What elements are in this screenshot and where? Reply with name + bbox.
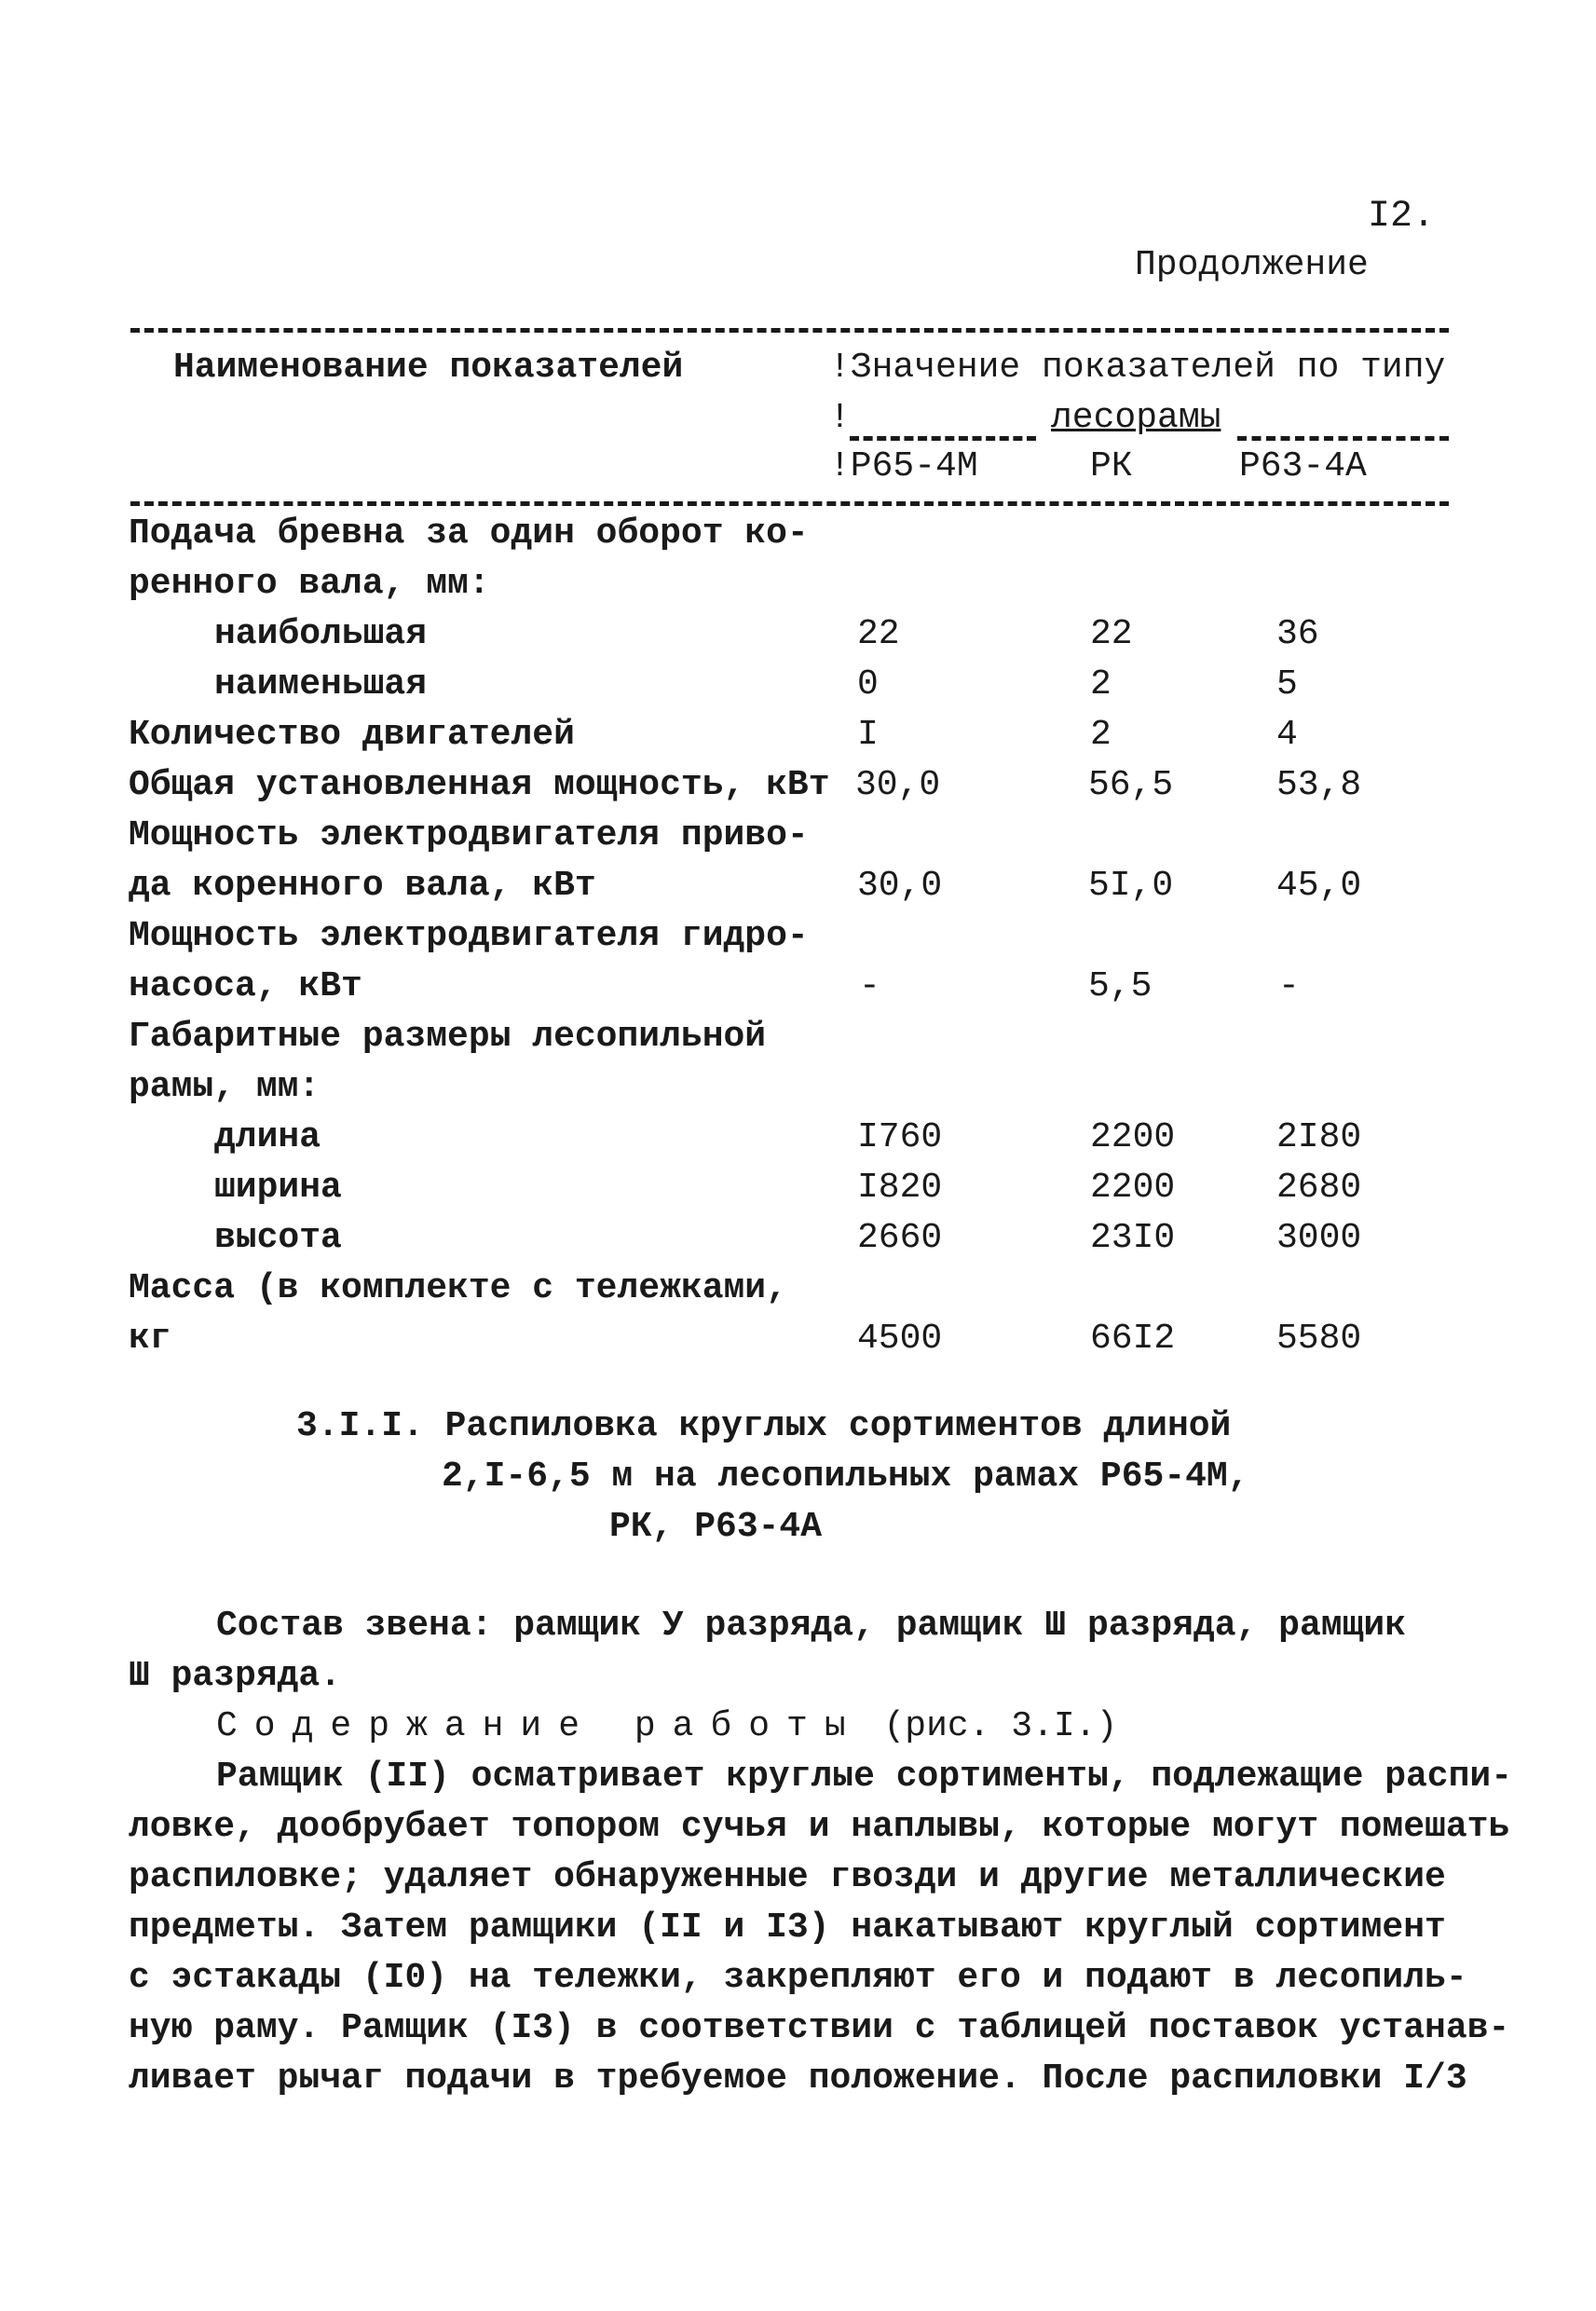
value-rk: 22: [1090, 614, 1133, 654]
value-rk: 5,5: [1088, 966, 1153, 1006]
row-label: наибольшая: [214, 614, 428, 654]
row-label: рамы, мм:: [129, 1067, 321, 1107]
value-r63: 3000: [1276, 1218, 1362, 1258]
header-sub-rule-left: [850, 436, 1036, 441]
row-label: да коренного вала, кВт: [129, 866, 596, 906]
value-rk: 2: [1090, 664, 1112, 704]
header-name-column: Наименование показателей: [173, 348, 684, 388]
header-type-r65: !Р65-4М: [829, 446, 978, 486]
value-r65: 2660: [857, 1218, 943, 1258]
header-type-r63: Р63-4А: [1239, 446, 1367, 486]
row-label: ренного вала, мм:: [129, 564, 490, 604]
header-bang: !: [829, 398, 851, 438]
row-label: насоса, кВт: [129, 966, 362, 1006]
header-frame-type: лесорамы: [1051, 398, 1221, 438]
row-label: ширина: [214, 1168, 342, 1208]
row-label: Подача бревна за один оборот ко-: [129, 513, 809, 554]
value-r63: 5580: [1276, 1319, 1362, 1359]
value-rk: 2: [1090, 715, 1112, 755]
value-rk: 2200: [1090, 1117, 1176, 1157]
value-r65: 0: [857, 664, 879, 704]
value-r65: 22: [857, 614, 900, 654]
row-label: Масса (в комплекте с тележками,: [129, 1268, 787, 1308]
value-r63: 2I80: [1276, 1117, 1362, 1157]
row-label: длина: [214, 1117, 321, 1157]
header-type-rk: РК: [1090, 446, 1133, 486]
header-bottom-rule: [130, 501, 1449, 506]
section-title-line-2: 2,I-6,5 м на лесопильных рамах Р65-4М,: [442, 1456, 1249, 1497]
value-rk: 2200: [1090, 1168, 1176, 1208]
value-r65: I820: [857, 1168, 943, 1208]
paragraph-line: предметы. Затем рамщики (II и I3) накатывают круглый сортимент: [129, 1908, 1446, 1948]
continuation-label: Продолжение: [1135, 245, 1369, 285]
value-r63: 53,8: [1276, 765, 1362, 805]
value-rk: 23I0: [1090, 1218, 1176, 1258]
row-label: Мощность электродвигателя приво-: [129, 815, 809, 855]
table-top-rule: [130, 328, 1449, 333]
header-sub-rule-right: [1237, 436, 1449, 441]
row-label: Мощность электродвигателя гидро-: [129, 916, 809, 956]
crew-line-1: Состав звена: рамщик У разряда, рамщик Ш разряда, рамщик: [216, 1606, 1407, 1646]
paragraph-line: с эстакады (I0) на тележки, закрепляют его и подают в лесопиль-: [129, 1958, 1467, 1998]
value-rk: 5I,0: [1088, 866, 1174, 906]
value-r63: -: [1278, 966, 1300, 1006]
content-heading-text: Содержание работы: [216, 1706, 863, 1746]
value-rk: 56,5: [1088, 765, 1174, 805]
paragraph-line: Рамщик (II) осматривает круглые сортименты, подлежащие распи-: [216, 1757, 1513, 1797]
value-r63: 45,0: [1276, 866, 1362, 906]
value-r63: 4: [1276, 715, 1298, 755]
section-title-line-3: РК, Р63-4А: [609, 1507, 823, 1547]
crew-line-2: Ш разряда.: [129, 1656, 342, 1696]
value-r65: 4500: [857, 1319, 943, 1359]
row-label: кг: [129, 1319, 171, 1359]
value-r65: I: [857, 715, 879, 755]
value-r65: I760: [857, 1117, 943, 1157]
header-values-title: !Значение показателей по типу: [829, 348, 1446, 388]
page-number: I2.: [1368, 196, 1436, 238]
value-r65: 30,0: [855, 765, 941, 805]
row-label: Количество двигателей: [129, 715, 575, 755]
value-rk: 66I2: [1090, 1319, 1176, 1359]
value-r63: 36: [1276, 614, 1319, 654]
row-label: Общая установленная мощность, кВт: [129, 765, 830, 805]
value-r63: 5: [1276, 664, 1298, 704]
paragraph-line: ливает рычаг подачи в требуемое положение. После распиловки I/3: [129, 2058, 1467, 2099]
content-heading: [216, 1706, 1118, 1746]
figure-reference: (рис. 3.I.): [883, 1706, 1118, 1746]
section-title-line-1: 3.I.I. Распиловка круглых сортиментов длиной: [296, 1406, 1232, 1446]
row-label: наименьшая: [214, 664, 428, 704]
paragraph-line: ную раму. Рамщик (I3) в соответствии с таблицей поставок устанав-: [129, 2008, 1510, 2048]
paragraph-line: ловке, дообрубает топором сучья и наплывы, которые могут помешать: [129, 1807, 1510, 1847]
value-r63: 2680: [1276, 1168, 1362, 1208]
row-label: высота: [214, 1218, 342, 1258]
paragraph-line: распиловке; удаляет обнаруженные гвозди и другие металлические: [129, 1857, 1446, 1897]
row-label: Габаритные размеры лесопильной: [129, 1017, 767, 1057]
value-r65: -: [859, 966, 880, 1006]
value-r65: 30,0: [857, 866, 943, 906]
